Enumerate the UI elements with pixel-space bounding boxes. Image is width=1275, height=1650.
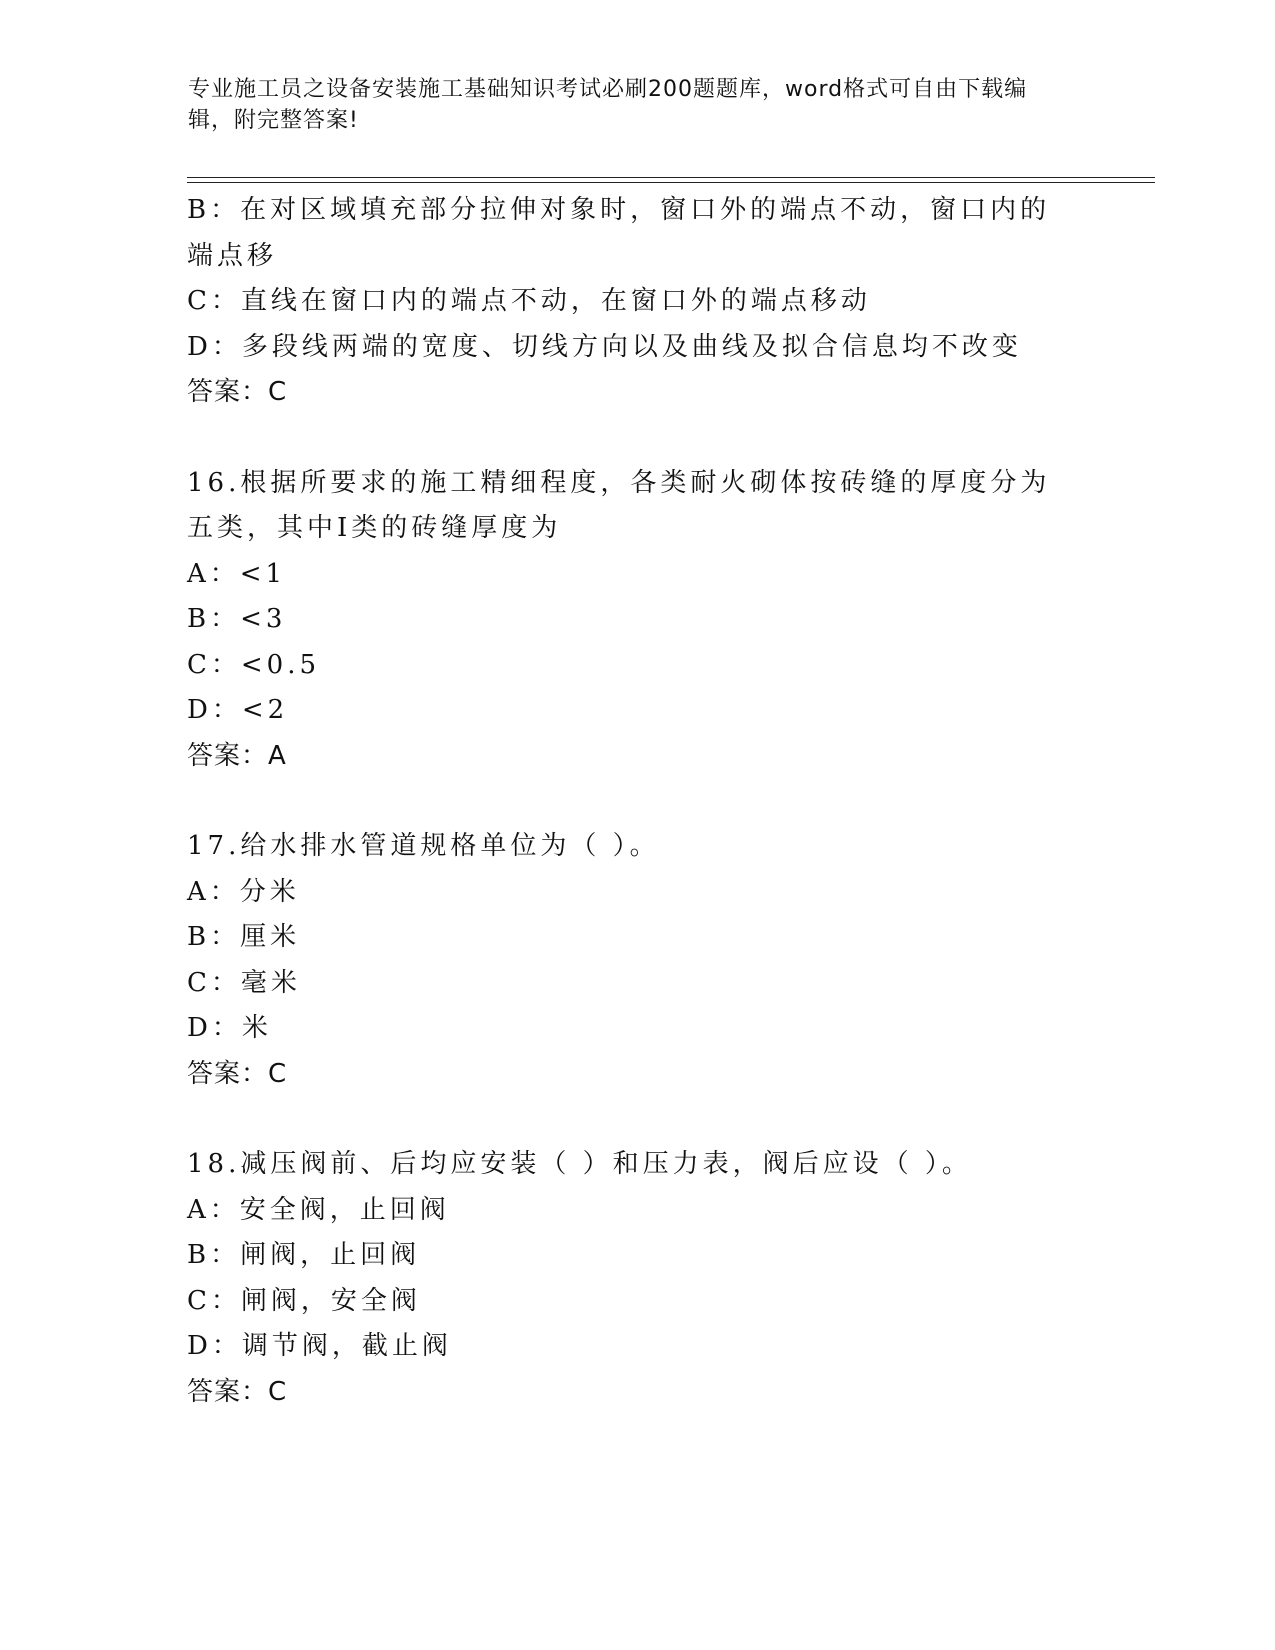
spacer: [187, 1097, 1087, 1142]
question-block-16: [187, 461, 1087, 780]
option-b: B：闸阀，止回阀: [187, 1240, 421, 1270]
question-stem: 18.减压阀前、后均应安装（ ）和压力表，阀后应设（ ）。: [187, 1149, 972, 1179]
answer-line: 答案：C: [187, 377, 288, 407]
spacer: [187, 779, 1087, 824]
option-a: A：安全阀，止回阀: [187, 1194, 450, 1225]
answer-line: 答案：C: [187, 1058, 288, 1089]
option-d: D：<2: [187, 695, 289, 725]
question-block-15-tail: [187, 188, 1087, 416]
question-block-17: [187, 824, 1087, 1097]
option-b: B：在对区域填充部分拉伸对象时，窗口外的端点不动，窗口内的端点移: [187, 195, 1051, 271]
option-c: C：闸阀，安全阀: [187, 1285, 421, 1316]
option-c: C：<0.5: [187, 649, 321, 680]
question-stem: 17.给水排水管道规格单位为（ ）。: [187, 831, 660, 861]
answer-line: 答案：A: [187, 740, 287, 771]
option-a: A：<1: [187, 558, 287, 589]
question-block-18: [187, 1142, 1087, 1415]
header-rule-bottom: [187, 182, 1155, 183]
option-b: B：厘米: [187, 922, 301, 952]
answer-line: 答案：C: [187, 1376, 288, 1407]
header-rule-top: [187, 177, 1155, 178]
spacer: [187, 416, 1087, 461]
option-d: D：米: [187, 1013, 272, 1043]
document-header: 专业施工员之设备安装施工基础知识考试必刷200题题库，word格式可自由下载编辑，附完整答案!: [188, 77, 1028, 133]
option-c: C：直线在窗口内的端点不动，在窗口外的端点移动: [187, 286, 871, 316]
document-body: [187, 188, 1087, 1415]
option-d: D：多段线两端的宽度、切线方向以及曲线及拟合信息均不改变: [187, 331, 1022, 362]
option-b: B：<3: [187, 604, 287, 634]
option-a: A：分米: [187, 876, 300, 907]
option-d: D：调节阀，截止阀: [187, 1331, 452, 1361]
question-stem: 16.根据所要求的施工精细程度，各类耐火砌体按砖缝的厚度分为五类，其中Ⅰ类的砖缝厚度为: [187, 467, 1051, 543]
option-c: C：毫米: [187, 967, 301, 998]
